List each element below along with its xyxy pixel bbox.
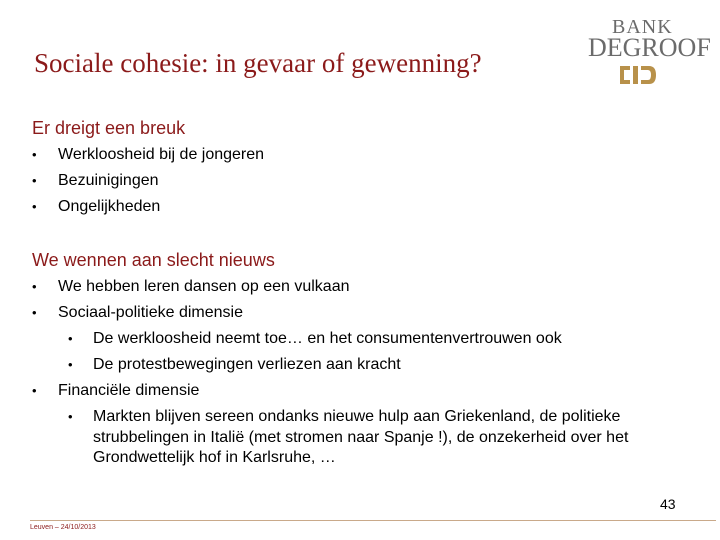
list-item: Bezuinigingen: [58, 172, 159, 189]
list-item: We hebben leren dansen op een vulkaan: [58, 278, 350, 295]
page-number: 43: [660, 496, 676, 512]
list-item: Sociaal-politieke dimensie: [58, 304, 243, 321]
list-item: Werkloosheid bij de jongeren: [58, 146, 265, 163]
bullet-marker: •: [32, 383, 37, 398]
sub-bullet-marker: •: [68, 357, 73, 372]
list-item: Ongelijkheden: [58, 198, 161, 215]
sub-list-item: Markten blijven sereen ondanks nieuwe hulp aan Griekenland, de politieke strubbelingen in Italië (met stromen naar Spanje !), de onzekerheid over het Grondwettelijk hof in Karlsruhe, …: [93, 408, 629, 466]
footer-divider: [30, 520, 716, 521]
bullet-marker: •: [32, 173, 37, 188]
sub-bullet-marker: •: [68, 409, 73, 424]
section1-heading: Er dreigt een breuk: [32, 118, 186, 138]
slide-title: Sociale cohesie: in gevaar of gewenning?: [34, 48, 482, 78]
list-item: Financiële dimensie: [58, 382, 200, 399]
logo-line-degroof: DEGROOF: [588, 33, 711, 62]
bullet-marker: •: [32, 279, 37, 294]
bullet-marker: •: [32, 199, 37, 214]
bank-degroof-logo: [584, 16, 711, 90]
sub-bullet-marker: •: [68, 331, 73, 346]
sub-list-item: De werkloosheid neemt toe… en het consumentenvertrouwen ook: [93, 330, 562, 347]
section2-heading: We wennen aan slecht nieuws: [32, 250, 275, 270]
bullet-marker: •: [32, 305, 37, 320]
sub-list-item: De protestbewegingen verliezen aan kracht: [93, 356, 401, 373]
bullet-marker: •: [32, 147, 37, 162]
footer-text: Leuven – 24/10/2013: [30, 524, 96, 531]
logo-line-bank: BANK: [612, 16, 673, 38]
logo-emblem-icon: [618, 62, 658, 88]
